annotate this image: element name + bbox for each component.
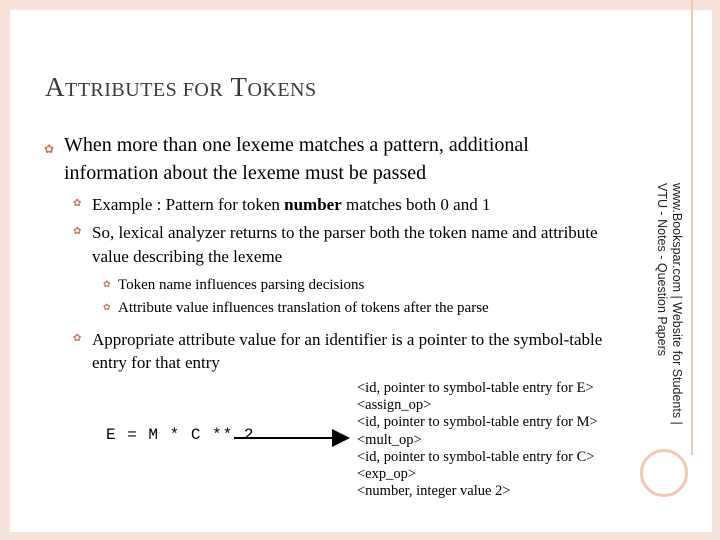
point-1-line-2: information about the lexeme must be passed	[64, 162, 427, 184]
token-item: <number, integer value 2>	[357, 483, 511, 500]
token-item: <mult_op>	[357, 431, 422, 448]
watermark-line-2: VTU - Notes - Question Papers	[655, 183, 669, 356]
sub-sub-point-2: Attribute value influences translation of tokens after the parse	[118, 300, 489, 316]
frame-top	[0, 0, 720, 10]
slide-title	[45, 72, 317, 103]
flame-bullet-icon: ✿	[44, 142, 55, 156]
frame-right	[712, 0, 720, 540]
decorative-circle	[640, 449, 688, 497]
token-item: <assign_op>	[357, 397, 432, 414]
flame-bullet-icon: ✿	[73, 333, 82, 344]
sub-point-2-line-1: So, lexical analyzer returns to the parser both the token name and attribute	[92, 223, 598, 242]
point-1-line-1: When more than one lexeme matches a pattern, additional	[64, 134, 529, 156]
sub-point-3-line-1: Appropriate attribute value for an identifier is a pointer to the symbol-table	[92, 330, 603, 349]
token-item: <exp_op>	[357, 465, 417, 482]
token-item: <id, pointer to symbol-table entry for M>	[357, 414, 598, 431]
title-rest-2: OKENS	[247, 79, 317, 101]
vertical-rule	[691, 0, 693, 455]
flame-bullet-icon: ✿	[103, 279, 111, 289]
sub-point-3-line-2: entry for that entry	[92, 353, 220, 372]
expression: E = M * C ** 2	[106, 426, 255, 444]
token-list	[357, 380, 598, 500]
side-watermark	[654, 183, 684, 425]
sub-sub-point-1: Token name influences parsing decisions	[118, 277, 365, 293]
token-item: <id, pointer to symbol-table entry for C>	[357, 448, 595, 465]
flame-bullet-icon: ✿	[73, 226, 82, 237]
title-initial-2: T	[230, 72, 248, 102]
sub-point-1	[92, 194, 490, 216]
sub-point-1-post: matches both 0 and 1	[341, 195, 491, 214]
sub-point-1-keyword: number	[284, 195, 342, 214]
flame-bullet-icon: ✿	[73, 198, 82, 209]
title-rest-1: TTRIBUTES FOR	[65, 79, 224, 101]
title-initial-1: A	[45, 72, 65, 102]
sub-point-2-line-2: value describing the lexeme	[92, 247, 283, 266]
sub-point-1-pre: Example : Pattern for token	[92, 195, 285, 214]
watermark-line-1: www.Bookspar.com | Website for Students |	[670, 183, 684, 425]
frame-left	[0, 0, 10, 540]
right-arrow-icon	[232, 426, 352, 450]
token-item: <id, pointer to symbol-table entry for E>	[357, 380, 594, 396]
flame-bullet-icon: ✿	[103, 302, 111, 312]
frame-bottom	[0, 532, 720, 540]
